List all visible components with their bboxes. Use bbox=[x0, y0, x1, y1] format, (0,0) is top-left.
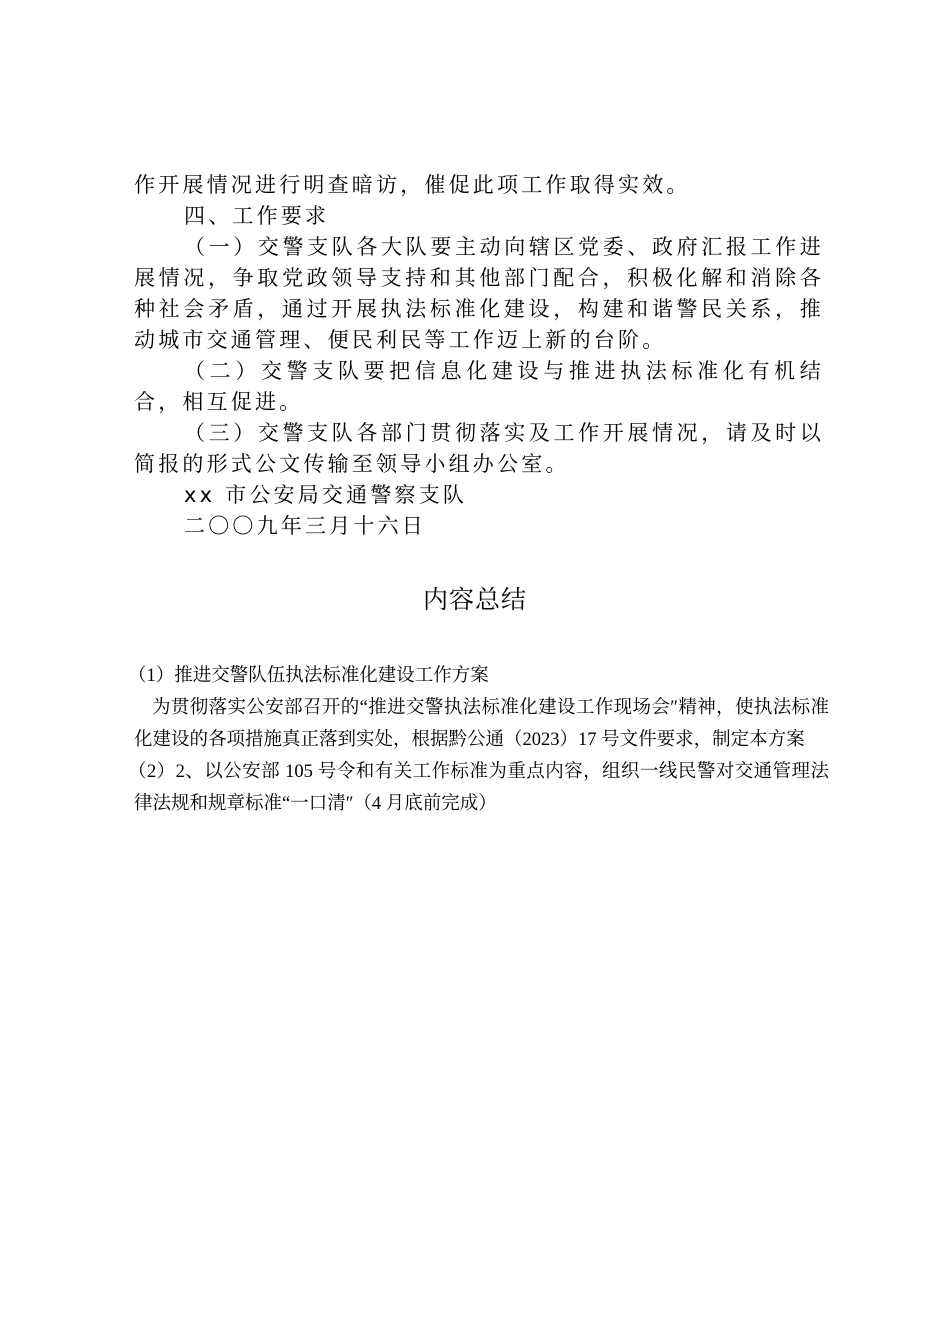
section-heading-requirements: 四、工作要求 bbox=[184, 204, 330, 228]
requirement-item-2: （二）交警支队要把信息化建设与推进执法标准化有机结合，相互促进。 bbox=[134, 359, 824, 414]
summary-title: 内容总结 bbox=[422, 585, 527, 614]
summary-item-1-detail: 为贯彻落实公安部召开的“推进交警执法标准化建设工作现场会″精神，使执法标准化建设的各项措施真正落到实处，根据黔公通（2023）17 号文件要求，制定本方案 bbox=[134, 698, 829, 750]
paragraph-continuation: 作开展情况进行明查暗访，催促此项工作取得实效。 bbox=[134, 173, 691, 197]
signature-organization: xx 市公安局交通警察支队 bbox=[184, 483, 468, 507]
requirement-item-3: （三）交警支队各部门贯彻落实及工作开展情况，请及时以简报的形式公文传输至领导小组办公室。 bbox=[134, 421, 824, 476]
requirement-item-1: （一）交警支队各大队要主动向辖区党委、政府汇报工作进展情况，争取党政领导支持和其他部门配合，积极化解和消除各种社会矛盾，通过开展执法标准化建设，构建和谐警民关系，推动城市交通管理、便民利民等工作迈上新的台阶。 bbox=[134, 235, 824, 352]
summary-item-1: （1）推进交警队伍执法标准化建设工作方案 bbox=[128, 666, 489, 686]
signature-date: 二〇〇九年三月十六日 bbox=[184, 514, 426, 538]
summary-item-2: （2）2、以公安部 105 号令和有关工作标准为重点内容，组织一线民警对交通管理法律法规和规章标准“一口清″（4 月底前完成） bbox=[128, 762, 829, 814]
summary-section bbox=[128, 660, 829, 820]
document-body bbox=[134, 170, 824, 542]
